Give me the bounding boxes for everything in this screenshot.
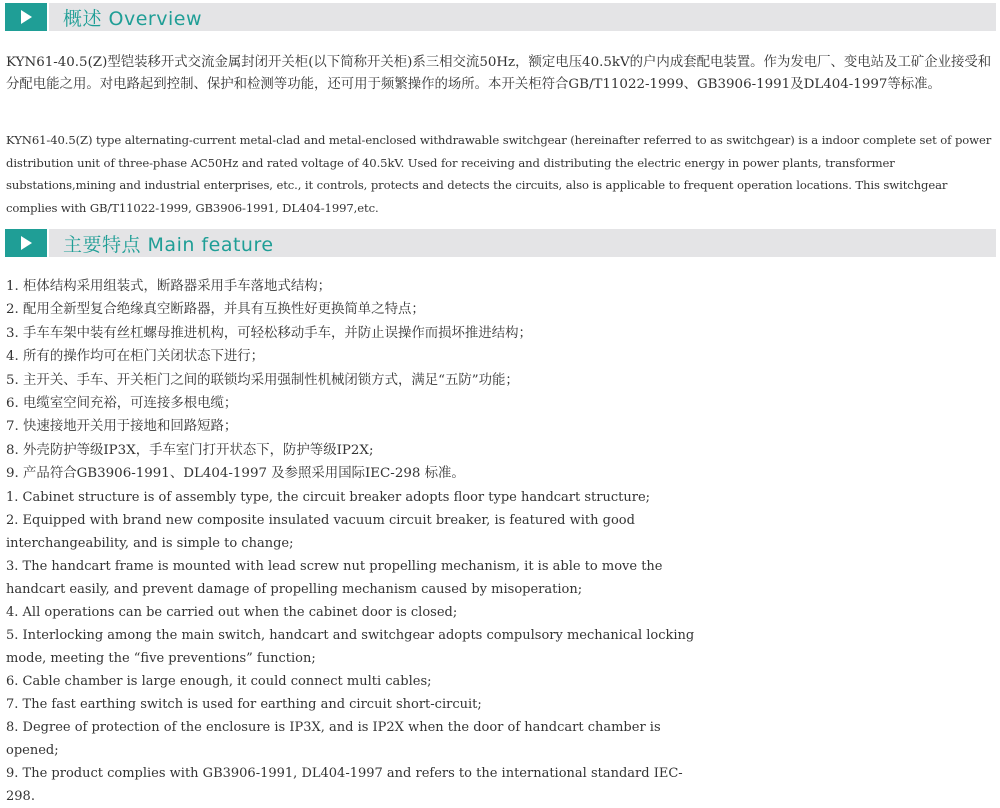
overview-text-zh: KYN61-40.5(Z)型铠装移开式交流金属封闭开关柜(以下简称开关柜)系三相交流50Hz，额定电压40.5kV的户内成套配电装置。作为发电厂、变电站及工矿企业接受和分配电能之用。对电路起到控制、保护和检测等功能，还可用于频繁操作的场所。本开关柜符合GB/T11022-1999、GB3906-1991及DL404-1997等标准。 (6, 55, 992, 92)
feature-item-en-1: 1. Cabinet structure is of assembly type, the circuit breaker adopts floor type handcart structure; (6, 489, 651, 505)
feature-item-en-8: 8. Degree of protection of the enclosure is IP3X, and is IP2X when the door of handcart chamber is opened; (6, 719, 661, 758)
feature-item-zh-6: 6. 电缆室空间充裕，可连接多根电缆； (6, 396, 238, 412)
overview-title: 概述 Overview (63, 7, 202, 30)
feature-item-en-6: 6. Cable chamber is large enough, it could connect multi cables; (6, 673, 432, 689)
feature-item-zh-3: 3. 手车车架中装有丝杠螺母推进机构，可轻松移动手车，并防止误操作而损坏推进结构； (6, 325, 532, 341)
overview-text-en: KYN61-40.5(Z) type alternating-current metal-clad and metal-enclosed withdrawable switchgear (hereinafter referred to as switchgear) is a indoor complete set of power distribution unit of three-phase AC50Hz and rated voltage of 40.5kV. Used for receiving and distributing the electric energy in power plants, transformer substations,mining and industrial enterprises, etc., it controls, protects and detects the circuits, also is applicable to frequent operation locations. This switchgear complies with GB/T11022-1999, GB3906-1991, DL404-1997,etc. (6, 133, 992, 215)
feature-item-zh-1: 1. 柜体结构采用组装式，断路器采用手车落地式结构； (6, 279, 332, 294)
overview-section-header (5, 3, 996, 31)
features-section-header (5, 229, 996, 257)
feature-item-zh-8: 8. 外壳防护等级IP3X，手车室门打开状态下，防护等级IP2X; (6, 442, 374, 458)
feature-item-zh-9: 9. 产品符合GB3906-1991、DL404-1997 及参照采用国际IEC-298 标准。 (6, 466, 465, 482)
feature-item-en-2: 2. Equipped with brand new composite insulated vacuum circuit breaker, is featured with good interchangeability, and is simple to change; (6, 512, 635, 551)
feature-item-zh-4: 4. 所有的操作均可在柜门关闭状态下进行； (6, 349, 265, 365)
features-title: 主要特点 Main feature (63, 233, 274, 256)
feature-item-zh-2: 2. 配用全新型复合绝缘真空断路器，并具有互换性好更换简单之特点； (6, 302, 425, 318)
feature-item-en-5: 5. Interlocking among the main switch, handcart and switchgear adopts compulsory mechanical locking mode, meeting the “five preventions” function; (6, 627, 695, 666)
feature-item-en-4: 4. All operations can be carried out when the cabinet door is closed; (6, 604, 458, 620)
features-play-icon (5, 229, 49, 257)
feature-list (6, 275, 706, 808)
feature-item-zh-7: 7. 快速接地开关用于接地和回路短路； (6, 419, 238, 435)
feature-item-zh-5: 5. 主开关、手车、开关柜门之间的联锁均采用强制性机械闭锁方式，满足“五防”功能； (6, 372, 519, 388)
feature-item-en-3: 3. The handcart frame is mounted with lead screw nut propelling mechanism, it is able to move the handcart easily, and prevent damage of propelling mechanism caused by misoperation; (6, 558, 663, 597)
overview-play-icon (5, 3, 49, 31)
feature-item-en-9: 9. The product complies with GB3906-1991, DL404-1997 and refers to the international standard IEC-298. (6, 765, 683, 804)
feature-item-en-7: 7. The fast earthing switch is used for earthing and circuit short-circuit; (6, 696, 482, 712)
